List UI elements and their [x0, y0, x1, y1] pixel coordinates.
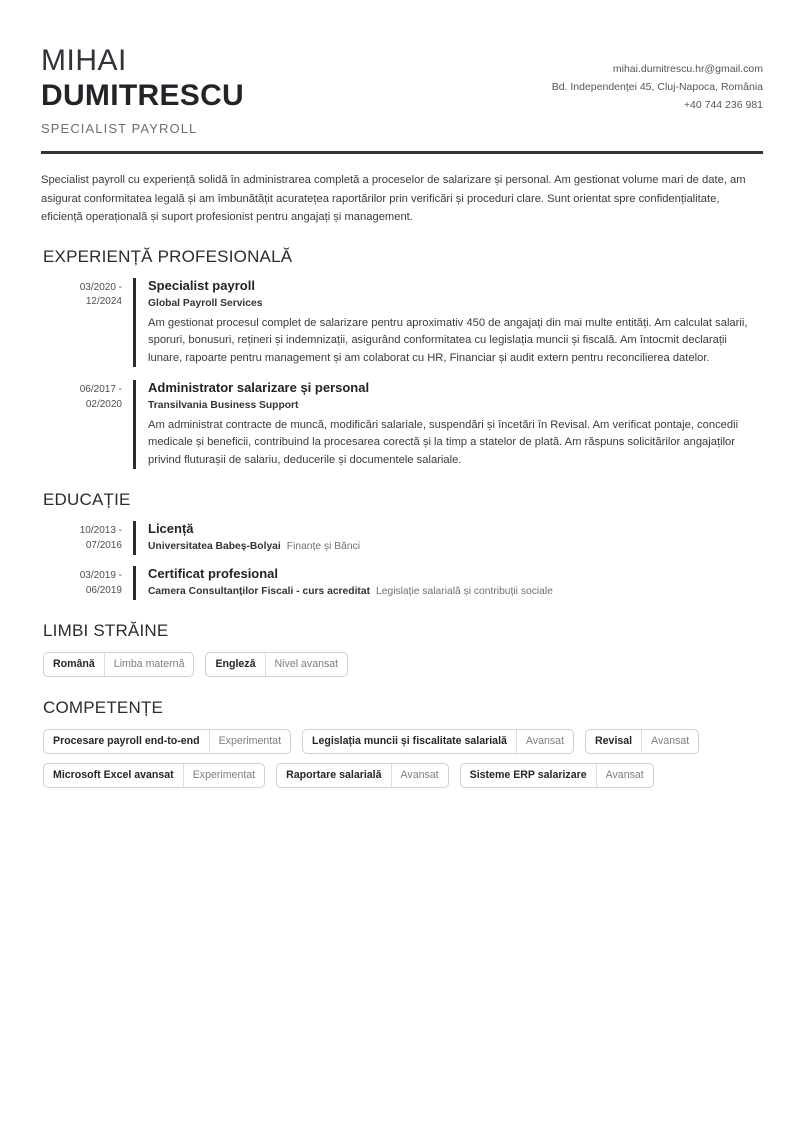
experience-entry-dates: [41, 380, 133, 469]
skill-name: Procesare payroll end-to-end: [53, 735, 200, 748]
skill-chip: [585, 729, 699, 754]
skill-chip: [302, 729, 574, 754]
section-title-languages: LIMBI STRĂINE: [43, 620, 169, 640]
contact-email[interactable]: mihai.dumitrescu.hr@gmail.com: [612, 63, 763, 75]
date-end: 02/2020: [85, 398, 122, 410]
experience-description: Am administrat contracte de muncă, modificări salariale, suspendări și încetări în Revisal. Am verificat pontaje, concedii medicale și beneficii, contribuind la procesarea corectă și la timp a statelor de plată. Am răspuns solicitărilor angajaților privind fluturașii de salariu, deducerile și documentele salariale.: [148, 418, 739, 466]
language-level: Nivel avansat: [265, 653, 348, 676]
experience-role: Specialist payroll: [148, 277, 255, 293]
section-title-experience: EXPERIENȚĂ PROFESIONALĂ: [43, 246, 293, 266]
language-chip: [205, 652, 348, 677]
education-institution-line: [148, 585, 763, 600]
resume-header: [41, 0, 763, 136]
section-languages: [41, 621, 763, 677]
education-entry-body: [136, 521, 763, 555]
skill-chip: [460, 763, 654, 788]
experience-entry-dates: [41, 278, 133, 367]
experience-entry-body: [136, 278, 763, 367]
first-name: MIHAI: [41, 44, 127, 77]
date-end: 06/2019: [85, 584, 122, 596]
section-title-skills: COMPETENȚE: [43, 697, 164, 717]
skill-level: Experimentat: [183, 764, 264, 787]
date-start: 03/2019 -: [79, 570, 122, 582]
skill-level: Avansat: [516, 730, 573, 753]
experience-description: Am gestionat procesul complet de salarizare pentru aproximativ 450 de angajați din mai multe entități. Am calculat salarii, sporuri, bonusuri, rețineri și indemnizații, asigurând conformitatea cu legislația muncii și fiscală. Am întocmit declarații lunare, rapoarte pentru management și am colaborat cu HR, Financiar și audit extern pentru reconcilierea datelor.: [148, 316, 748, 364]
education-institution: Camera Consultanților Fiscali - curs acreditat: [148, 585, 371, 597]
experience-entry: [41, 380, 763, 469]
skill-level: Avansat: [596, 764, 653, 787]
experience-organization: Transilvania Business Support: [148, 399, 299, 411]
contact-phone[interactable]: +40 744 236 981: [683, 99, 763, 112]
date-start: 03/2020 -: [79, 281, 122, 293]
skill-name: Revisal: [595, 735, 633, 748]
date-start: 10/2013 -: [79, 525, 122, 537]
education-entry: [41, 566, 763, 600]
section-skills: [41, 698, 763, 788]
contact-address: Bd. Independenței 45, Cluj-Napoca, România: [551, 81, 763, 94]
contact-block: [552, 44, 763, 114]
education-degree: Certificat profesional: [148, 566, 279, 582]
language-level: Limba maternă: [104, 653, 194, 676]
language-name: Română: [53, 658, 95, 671]
skill-chip: [43, 729, 291, 754]
section-title-education: EDUCAȚIE: [43, 490, 131, 510]
section-education: [41, 490, 763, 600]
education-field: Legislație salarială și contribuții sociale: [376, 585, 553, 597]
last-name: DUMITRESCU: [41, 79, 244, 113]
language-chip: [43, 652, 194, 677]
education-institution-line: [148, 540, 763, 555]
language-name: Engleză: [215, 658, 256, 671]
education-degree: Licență: [148, 521, 194, 537]
skill-name: Legislația muncii și fiscalitate salarială: [312, 735, 507, 748]
experience-entry-body: [136, 380, 763, 469]
skills-tag-row: [43, 763, 763, 788]
skill-chip: [276, 763, 449, 788]
skills-rows: [41, 729, 763, 788]
experience-role: Administrator salarizare și personal: [148, 380, 370, 396]
header-divider: [41, 151, 763, 154]
skill-level: Experimentat: [209, 730, 290, 753]
experience-entry: [41, 278, 763, 367]
date-start: 06/2017 -: [79, 384, 122, 396]
professional-summary: Specialist payroll cu experiență solidă în administrarea completă a proceselor de salarizare și personal. Am gestionat volume mari de date, am asigurat conformitatea legală și am îmbunătățit acuratețea raportărilor prin verificări și proceduri clare. Sunt orientat spre confidențialitate, eficiență operațională și suport profesionist pentru angajați și management.: [41, 174, 746, 223]
skill-name: Sisteme ERP salarizare: [469, 769, 587, 782]
job-title: SPECIALIST PAYROLL: [41, 121, 198, 137]
skill-name: Microsoft Excel avansat: [53, 769, 174, 782]
education-entry-body: [136, 566, 763, 600]
identity-block: [41, 44, 244, 136]
skill-level: Avansat: [641, 730, 698, 753]
education-entry-dates: [41, 521, 133, 555]
education-field: Finanțe și Bănci: [286, 541, 361, 553]
languages-tag-row: [43, 652, 763, 677]
experience-organization: Global Payroll Services: [148, 297, 263, 309]
education-institution: Universitatea Babeș-Bolyai: [148, 541, 281, 553]
skill-chip: [43, 763, 265, 788]
education-entry-dates: [41, 566, 133, 600]
skill-name: Raportare salarială: [286, 769, 382, 782]
skills-tag-row: [43, 729, 763, 754]
date-end: 12/2024: [85, 296, 122, 308]
date-end: 07/2016: [85, 539, 122, 551]
skill-level: Avansat: [391, 764, 448, 787]
education-entry: [41, 521, 763, 555]
section-experience: [41, 247, 763, 469]
